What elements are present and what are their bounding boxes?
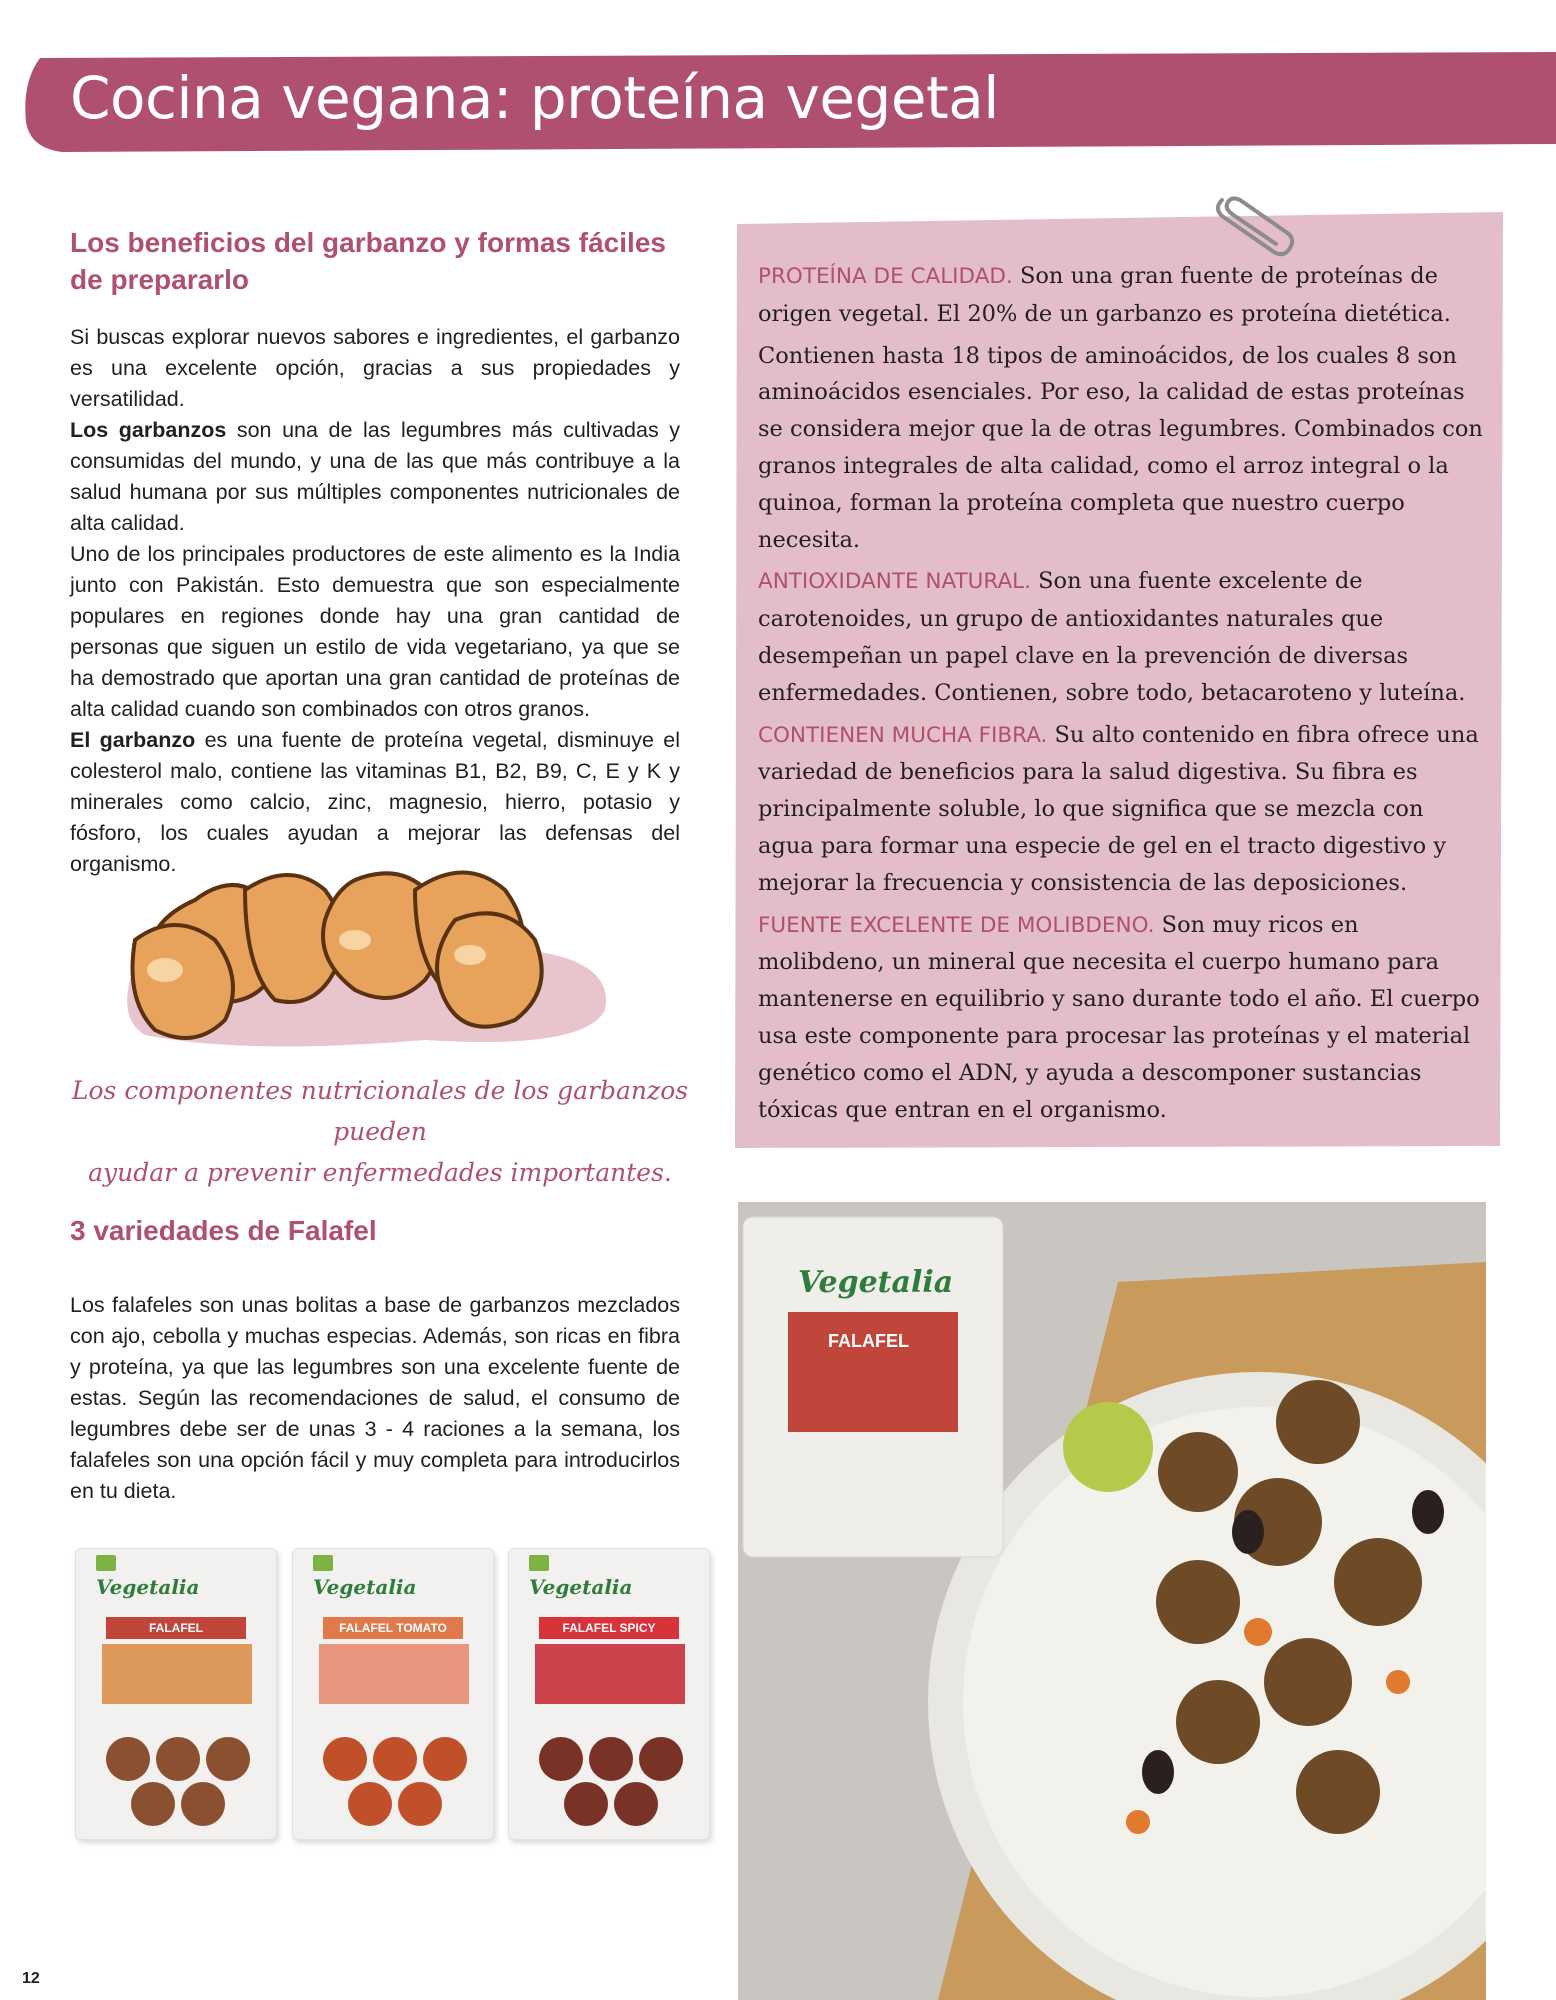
- paragraph: Los falafeles son unas bolitas a base de garbanzos mezclados con ajo, cebolla y muchas especias. Además, son ricas en fibra y proteína, ya que las legumbres son una excelente fuente de estas. Según las recomendaciones de salud, el consumo de legumbres debe ser de unas 3 - 4 raciones a la semana, los falafeles son una opción fácil y muy completa para introducirlos en tu dieta.: [70, 1293, 680, 1503]
- note-body: Su alto contenido en fibra ofrece una variedad de beneficios para la salud digestiva. Su fibra es principalmente soluble, lo que significa que se mezcla con agua para formar una especie de gel en el tracto digestivo y mejorar la frecuencia y consistencia de las deposiciones.: [758, 721, 1479, 896]
- product-pack-falafel: [75, 1548, 277, 1840]
- benefits-body: [70, 322, 680, 880]
- paragraph-text: son una de las legumbres más cultivadas y consumidas del mundo, y una de las que más contribuye a la salud humana por sus múltiples componentes nutricionales de alta calidad.: [70, 418, 680, 535]
- photo-pack-label: FALAFEL: [828, 1331, 909, 1351]
- note-keyword: CONTIENEN MUCHA FIBRA.: [758, 722, 1048, 748]
- note-body: Son una gran fuente de proteínas de origen vegetal. El 20% de un garbanzo es proteína dietética.: [758, 263, 1451, 327]
- falafel-balls-image: [98, 1719, 258, 1829]
- paragraph: [70, 415, 680, 539]
- note-keyword: FUENTE EXCELENTE DE MOLIBDENO.: [758, 912, 1155, 938]
- falafel-body: [70, 1290, 680, 1507]
- pack-brand: Vegetalia: [529, 1575, 633, 1599]
- page-number: 12: [22, 1970, 40, 1987]
- pack-panel: [535, 1644, 685, 1704]
- eco-badge-icon: [313, 1555, 333, 1571]
- paragraph: [70, 725, 680, 880]
- heading-line: de prepararlo: [70, 264, 249, 295]
- falafel-dish-photo: [738, 1202, 1486, 2000]
- note-keyword: PROTEÍNA DE CALIDAD.: [758, 264, 1013, 289]
- heading-line: Los beneficios del garbanzo y formas fáciles: [70, 227, 666, 258]
- note-text: [758, 258, 1486, 1133]
- note-keyword: ANTIOXIDANTE NATURAL.: [758, 569, 1031, 595]
- pack-label: FALAFEL TOMATO: [323, 1617, 463, 1639]
- photo-brand: Vegetalia: [798, 1265, 954, 1300]
- paperclip-icon: [1210, 190, 1300, 260]
- note-paragraph: [758, 717, 1486, 902]
- bold-term: El garbanzo: [70, 728, 196, 752]
- product-pack-falafel-spicy: [508, 1548, 710, 1840]
- section-heading-falafel: 3 variedades de Falafel: [70, 1215, 377, 1246]
- product-pack-falafel-tomato: [292, 1548, 494, 1840]
- pack-brand: Vegetalia: [313, 1575, 417, 1599]
- dish-photo-image: [738, 1202, 1486, 2000]
- eco-badge-icon: [529, 1555, 549, 1571]
- paragraph: Si buscas explorar nuevos sabores e ingredientes, el garbanzo es una excelente opción, gracias a sus propiedades y versatilidad.: [70, 325, 680, 411]
- caption-line: ayudar a prevenir enfermedades importantes.: [88, 1158, 672, 1187]
- pack-label: FALAFEL SPICY: [539, 1617, 679, 1639]
- note-paragraph: [758, 563, 1486, 711]
- note-paragraph: [758, 258, 1486, 333]
- note-body: Son una fuente excelente de carotenoides, un grupo de antioxidantes naturales que desempeñan un papel clave en la prevención de diversas enfermedades. Contienen, sobre todo, betacaroteno y luteína.: [758, 568, 1466, 706]
- falafel-balls-image: [531, 1719, 691, 1829]
- falafel-balls-image: [315, 1719, 475, 1829]
- bold-term: Los garbanzos: [70, 418, 227, 442]
- note-body: Son muy ricos en molibdeno, un mineral que necesita el cuerpo humano para mantenerse en equilibrio y sano durante todo el año. El cuerpo usa este componente para procesar las proteínas y el material genético como el ADN, y ayuda a descomponer sustancias tóxicas que entran en el organismo.: [758, 911, 1480, 1123]
- header-banner: [22, 52, 1556, 152]
- note-paragraph: [758, 907, 1486, 1129]
- page-title: Cocina vegana: proteína vegetal: [70, 64, 999, 132]
- pack-label: FALAFEL: [106, 1617, 246, 1639]
- chickpeas-illustration: [125, 860, 625, 1060]
- illustration-caption: [70, 1070, 690, 1193]
- pack-panel: [319, 1644, 469, 1704]
- paragraph: Uno de los principales productores de este alimento es la India junto con Pakistán. Esto demuestra que son especialmente populares en regiones donde hay una gran cantidad de personas que siguen un estilo de vida vegetariano, ya que se ha demostrado que aportan una gran cantidad de proteínas de alta calidad cuando son combinados con otros granos.: [70, 542, 680, 721]
- eco-badge-icon: [96, 1555, 116, 1571]
- pack-panel: [102, 1644, 252, 1704]
- pack-brand: Vegetalia: [96, 1575, 200, 1599]
- note-paragraph: Contienen hasta 18 tipos de aminoácidos, de los cuales 8 son aminoácidos esenciales. Por eso, la calidad de estas proteínas se considera mejor que la de otras legumbres. Combinados con granos integrales de alta calidad, como el arroz integral o la quinoa, forman la proteína completa que nuestro cuerpo necesita.: [758, 342, 1483, 553]
- paragraph-text: es una fuente de proteína vegetal, disminuye el colesterol malo, contiene las vitaminas B1, B2, B9, C, E y K y minerales como calcio, zinc, magnesio, hierro, potasio y fósforo, los cuales ayudan a mejorar las defensas del organismo.: [70, 728, 680, 876]
- caption-line: Los componentes nutricionales de los garbanzos pueden: [71, 1076, 689, 1146]
- section-heading-benefits: [70, 224, 666, 298]
